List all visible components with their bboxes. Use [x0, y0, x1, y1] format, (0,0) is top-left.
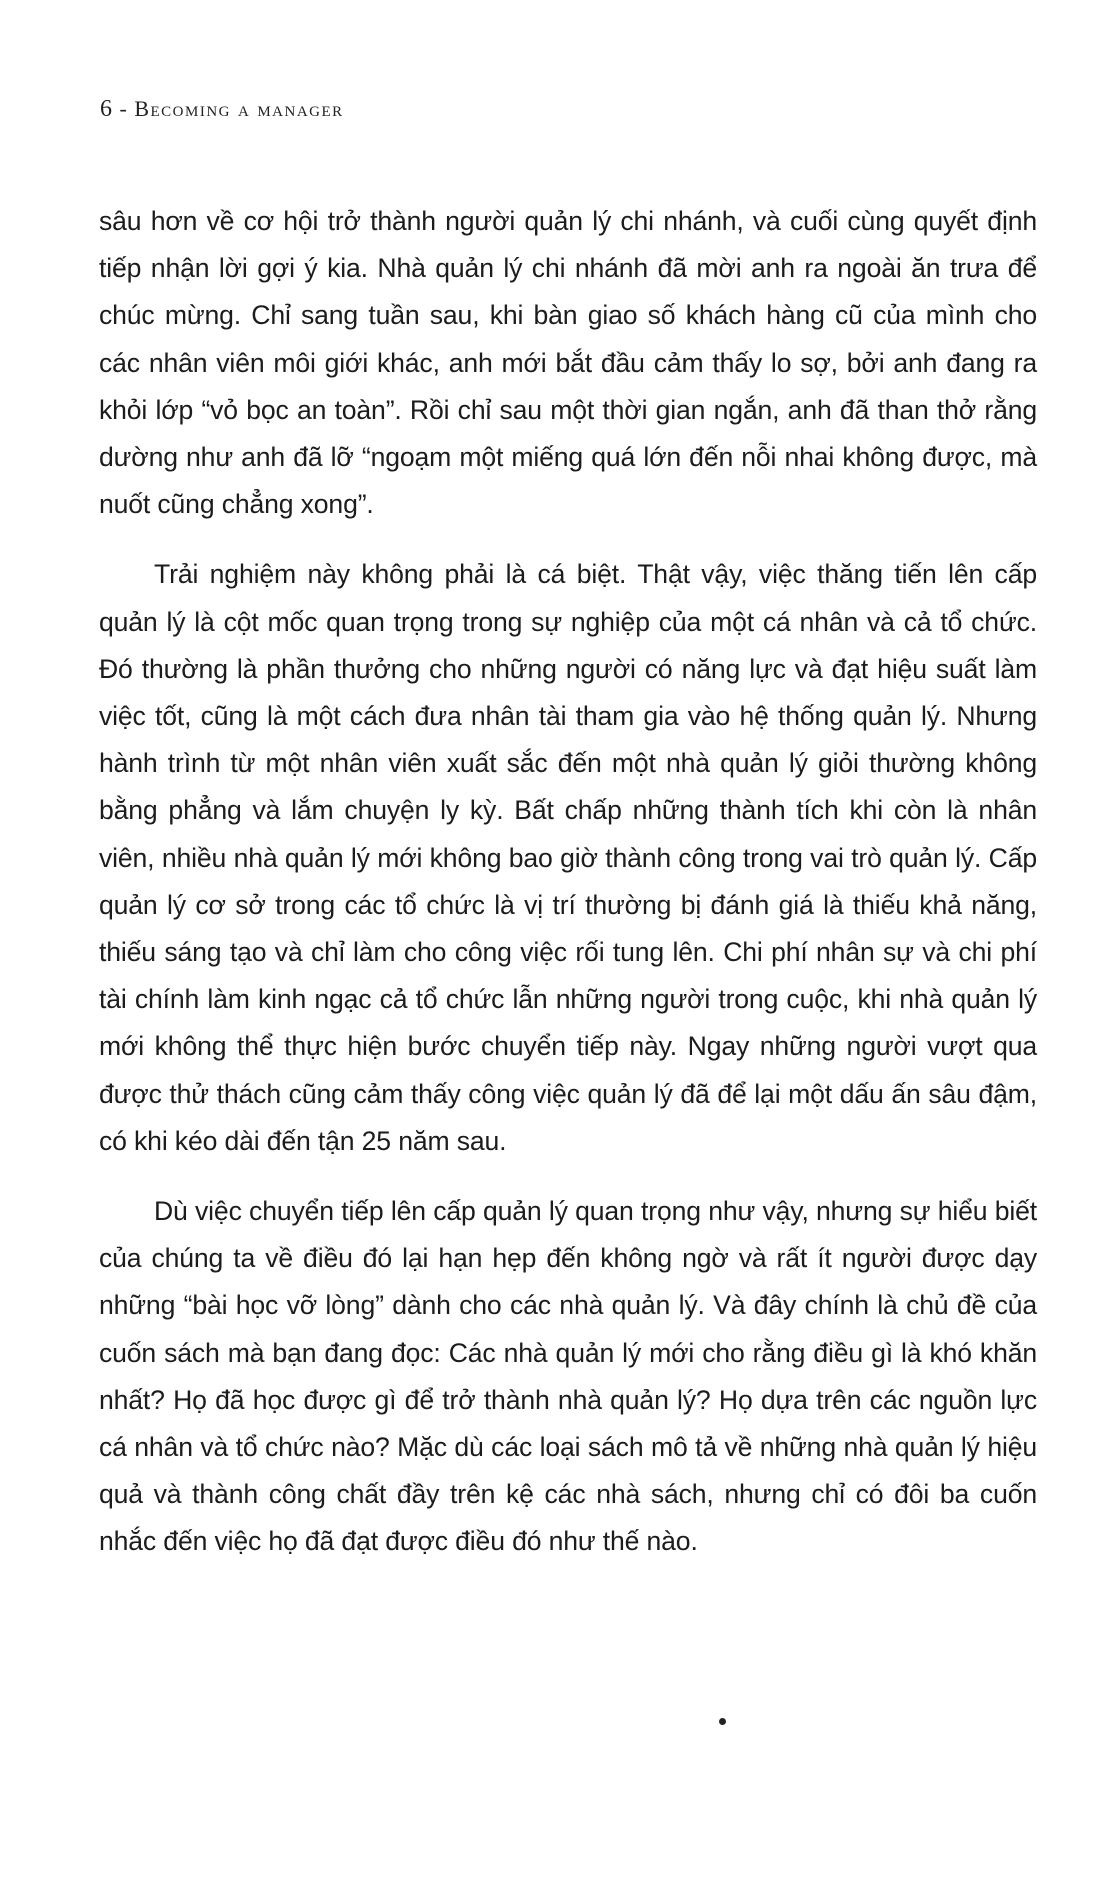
page-body	[99, 198, 1037, 1566]
paragraph-2: Trải nghiệm này không phải là cá biệt. Thật vậy, việc thăng tiến lên cấp quản lý là cột mốc quan trọng trong sự nghiệp của một cá nhân và cả tổ chức. Đó thường là phần thưởng cho những người có năng lực và đạt hiệu suất làm việc tốt, cũng là một cách đưa nhân tài tham gia vào hệ thống quản lý. Nhưng hành trình từ một nhân viên xuất sắc đến một nhà quản lý giỏi thường không bằng phẳng và lắm chuyện ly kỳ. Bất chấp những thành tích khi còn là nhân viên, nhiều nhà quản lý mới không bao giờ thành công trong vai trò quản lý. Cấp quản lý cơ sở trong các tổ chức là vị trí thường bị đánh giá là thiếu khả năng, thiếu sáng tạo và chỉ làm cho công việc rối tung lên. Chi phí nhân sự và chi phí tài chính làm kinh ngạc cả tổ chức lẫn những người trong cuộc, khi nhà quản lý mới không thể thực hiện bước chuyển tiếp này. Ngay những người vượt qua được thử thách cũng cảm thấy công việc quản lý đã để lại một dấu ấn sâu đậm, có khi kéo dài đến tận 25 năm sau.	[99, 559, 1037, 1156]
running-head	[100, 96, 344, 123]
ink-speck	[719, 1718, 726, 1725]
paragraph-3: Dù việc chuyển tiếp lên cấp quản lý quan trọng như vậy, nhưng sự hiểu biết của chúng ta về điều đó lại hạn hẹp đến không ngờ và rất ít người được dạy những “bài học vỡ lòng” dành cho các nhà quản lý. Và đây chính là chủ đề của cuốn sách mà bạn đang đọc: Các nhà quản lý mới cho rằng điều gì là khó khăn nhất? Họ đã học được gì để trở thành nhà quản lý? Họ dựa trên các nguồn lực cá nhân và tổ chức nào? Mặc dù các loại sách mô tả về những nhà quản lý hiệu quả và thành công chất đầy trên kệ các nhà sách, nhưng chỉ có đôi ba cuốn nhắc đến việc họ đã đạt được điều đó như thế nào.	[99, 1196, 1037, 1557]
page-number: 6	[100, 96, 113, 122]
header-separator: -	[113, 96, 135, 121]
book-title: Becoming a manager	[134, 96, 344, 121]
paragraph-continued: sâu hơn về cơ hội trở thành người quản lý chi nhánh, và cuối cùng quyết định tiếp nhận lời gợi ý kia. Nhà quản lý chi nhánh đã mời anh ra ngoài ăn trưa để chúc mừng. Chỉ sang tuần sau, khi bàn giao số khách hàng cũ của mình cho các nhân viên môi giới khác, anh mới bắt đầu cảm thấy lo sợ, bởi anh đang ra khỏi lớp “vỏ bọc an toàn”. Rồi chỉ sau một thời gian ngắn, anh đã than thở rằng dường như anh đã lỡ “ngoạm một miếng quá lớn đến nỗi nhai không được, mà nuốt cũng chẳng xong”.	[99, 206, 1037, 520]
